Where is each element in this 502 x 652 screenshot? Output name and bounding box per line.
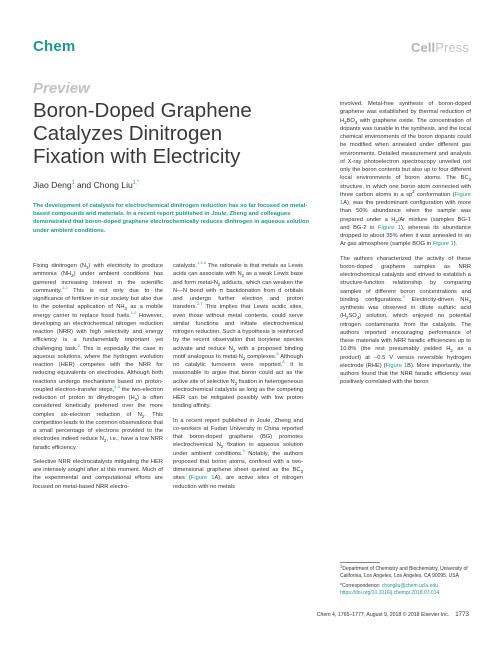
citation-line: Chem 4, 1765–1777, August 9, 2018 © 2018 Elsevier Inc. xyxy=(316,612,450,618)
figure-link[interactable]: Figure 1 xyxy=(190,475,215,482)
citation-link[interactable]: 1,2 xyxy=(130,309,137,315)
citation-link[interactable]: 8 xyxy=(282,359,285,365)
citation-link[interactable]: 4,5 xyxy=(114,383,120,389)
body-column-3 xyxy=(340,100,471,393)
body-column-1 xyxy=(33,262,163,497)
citation-link[interactable]: 1,2 xyxy=(61,284,68,290)
figure-link[interactable]: Figure 1 xyxy=(432,241,454,248)
email-link[interactable]: chongliu@chem.ucla.edu xyxy=(381,583,438,589)
doi-link[interactable]: https://doi.org/10.1016/j.chempr.2018.07.014 xyxy=(340,590,440,596)
paragraph: catalysts.$^{1,3,6}$ The rationale is that metals as Lewis acids can associate with $N_2$ as a weak Lewis base and form metal-$N_2$ adducts, which can weaken the N—N bond with π backdonation from d orbitals and undergo further electron and proton transfers.$^{2,7}$ This implies that Lewis acidic sites, even those without metal contents, could serve similar functions and initiate electrochemical nitrogen reduction. Such a hypothesis is reinforced by the recent observation that borylene species activate and reduce $N_2$ with a proposed binding motif analogous to metal-$N_2$ complexes.$^8$ Although no catalytic turnovers were reported,$^8$ it is reasonable to argue that boron could act as the active site of selective $N_2$ fixation in heterogeneous electrochemical catalysts as long as the competing HER can be mitigated possibly with low proton binding affinity. xyxy=(173,260,303,410)
paragraph: involved. Metal-free synthesis of boron-doped graphene was established by thermal reduction of $H_3BO_3$ with graphene oxide. The concentration of dopants was tunable in the synthesis, and the local chemical environments of the boron dopants could be modified when annealed under different gas environments. Detailed measurement and analysis of X-ray photoelectron spectroscopy unveiled not only the boron contents but also up to four different local environments of boron atoms. The $BC_3$ structure, in which one boron atom connected with three carbon atoms in a $sp^2$ conformation (Figure 1A), was the predominant configuration with more than 50% abundance when the sample was prepared under a $H_2/Ar$ mixture (samples BG-1 and BG-2 in Figure 1), whereas its abundance dropped to about 35% when it was annealed in an Ar gas atmosphere (sample BOG in Figure 1). xyxy=(340,101,472,248)
page-footer xyxy=(317,611,469,618)
section-label: Preview xyxy=(33,80,90,97)
figure-link[interactable]: Figure 1 xyxy=(385,362,408,369)
journal-name-italic: Joule xyxy=(211,211,227,218)
correspondence-note: *Correspondence: chongliu@chem.ucla.edu https://doi.org/10.1016/j.chempr.2018.07.014 xyxy=(340,583,440,596)
author-name: and Chong Liu xyxy=(74,180,133,190)
citation-link[interactable]: 1,3,6 xyxy=(196,260,206,266)
journal-logo: Chem xyxy=(33,38,76,55)
citation-link[interactable]: 3 xyxy=(77,342,80,348)
title-line: Boron-Doped Graphene xyxy=(33,99,252,122)
affiliation-marker: 1 xyxy=(71,180,75,187)
affiliation-note: $^1$Department of Chemistry and Biochemistry, University of California, Los Angeles, Los Angeles, CA 90095, USA xyxy=(340,563,468,579)
publisher-name-light: Press xyxy=(435,40,469,55)
paragraph: In a recent report published in Joule, Zheng and co-workers at Fudan University in China reported that boron-doped graphene (BG) promotes electrochemical $N_2$ fixation in aqueous solution under ambient conditions.$^9$ Notably, the authors proposed that boron atoms, confined with a two-dimensional graphene sheet quoted as the $BC_3$ sites (Figure 1A), are active sites of nitrogen reduction with no metals xyxy=(173,417,303,490)
author-list xyxy=(33,180,139,190)
figure-link[interactable]: Figure 1 xyxy=(340,191,471,206)
citation-link[interactable]: 9 xyxy=(402,293,405,299)
citation-link[interactable]: 8 xyxy=(276,350,279,356)
footnotes xyxy=(340,562,471,600)
affiliation-marker: 1,* xyxy=(132,180,139,187)
figure-link[interactable]: Figure 1 xyxy=(378,224,402,231)
body-column-2 xyxy=(173,262,303,497)
title-line: Catalyzes Dinitrogen xyxy=(33,122,223,145)
article-title xyxy=(33,99,323,168)
author-name: Jiao Deng xyxy=(33,180,72,190)
publisher-logo xyxy=(411,40,469,55)
footnote-divider xyxy=(340,562,380,563)
publisher-name-bold: Cell xyxy=(411,40,436,55)
title-line: Fixation with Electricity xyxy=(33,145,241,168)
paragraph: The authors characterized the activity of these boron-doped graphene samples as NRR electrochemical catalysts and strived to establish a structure-function relationship by comparing samples of different boron concentrations and binding configurations.$^9$ Electricity-driven $NH_3$ synthesis was observed in dilute sulfuric acid $(H_2SO_4)$ solution, which enjoyed no potential nitrogen contaminants from the catalysts. The authors reported encouraging performance of these materials with NRR faradic efficiencies up to 10.8% (the rest presumably yielded $H_2$ as a product) at −0.5 V versus reversible hydrogen electrode (RHE) (Figure 1B). More importantly, the authors found that the NRR faradic efficiency was positively correlated with the boron xyxy=(340,255,472,386)
abstract: The development of catalysts for electrochemical dinitrogen reduction has so far focused on metal-based compounds and materials. In a recent report published in Joule, Zheng and colleagues demonstrated that boron-doped graphene electrochemically reduces dinitrogen in aqueous solution under ambient conditions. xyxy=(33,203,310,234)
citation-link[interactable]: 2,7 xyxy=(196,301,203,307)
paragraph: Fixing dinitrogen $(N_2)$ with electricity to produce ammonia $(NH_3)$ under ambient conditions has garnered increasing interest in the scientific community.$^{1,2}$ This is not only due to the significance of fertilizer in our society but also due to the potential application of $NH_3$ as a mobile energy carrier to replace fossil fuels.$^{1,2}$ However, developing an electrochemical nitrogen reduction reaction (NRR) with high selectivity and energy efficiency is a fundamentally important yet challenging task.$^3$ This is especially the case in aqueous solutions, where the hydrogen evolution reaction (HER) competes with the NRR for reducing equivalents on electrodes. Although both reactions undergo mechanisms based on proton-coupled electron-transfer steps,$^{4,5}$ the two-electron reduction of proton to dihydrogen $(H_2)$ is often considered kinetically preferred over the more complex six-electron reduction of $N_2$. This competition leads to the common observations that a small percentage of electrons provided to the electrodes indeed reduce $N_2$, i.e., have a low NRR faradic efficiency. xyxy=(33,263,164,451)
paragraph: Selective NRR electrocatalysts mitigating the HER are intensely sought after at this moment. Much of the experimental and computational efforts are focused on metal-based NRR electro- xyxy=(33,458,163,490)
citation-link[interactable]: 9 xyxy=(242,447,245,453)
page-number: 1773 xyxy=(455,611,469,618)
